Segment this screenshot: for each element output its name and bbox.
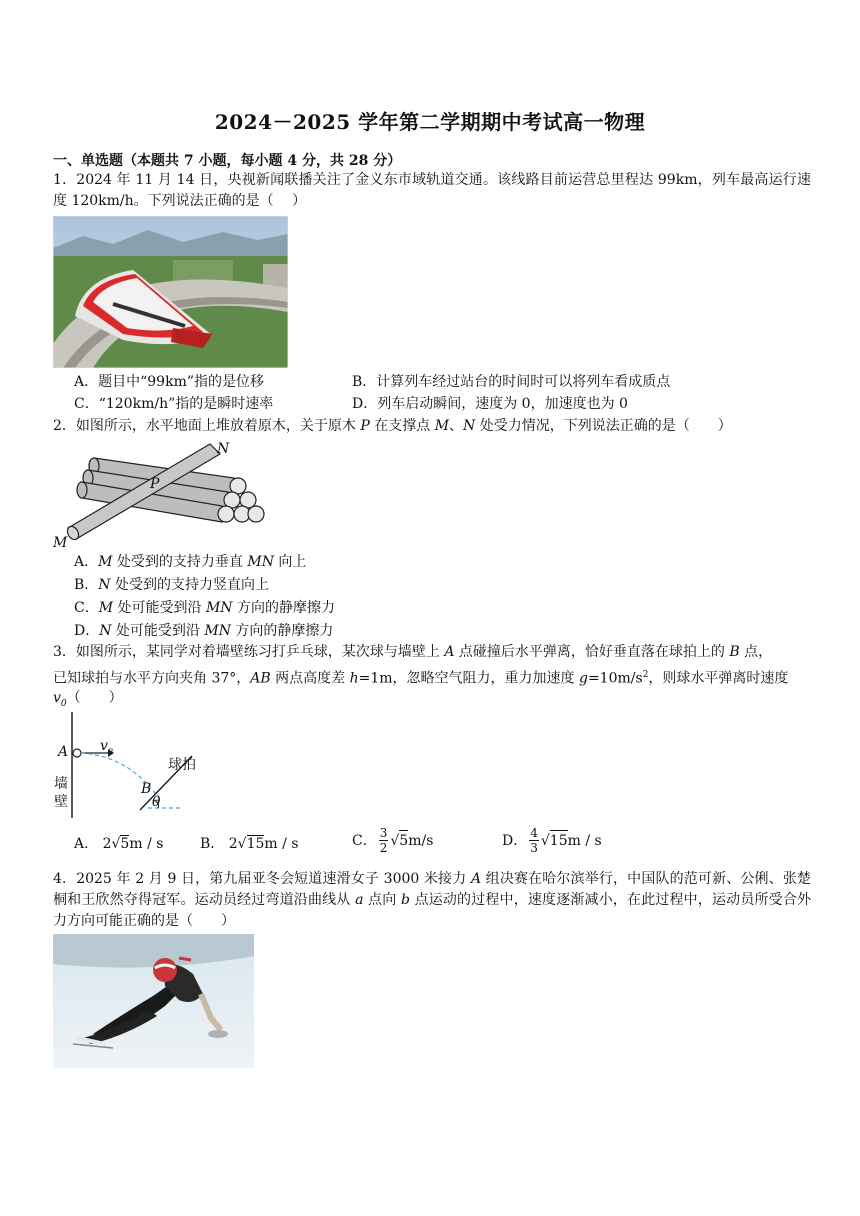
- question-3-option-a[interactable]: A． 2√5m / s: [74, 836, 164, 852]
- fig-label-theta: θ: [152, 794, 161, 810]
- logs-diagram: [50, 440, 270, 550]
- question-2-option-c[interactable]: C．M 处可能受到沿 MN 方向的静摩擦力: [74, 600, 336, 616]
- label-m: M: [53, 535, 68, 551]
- question-3-stem-line-2: 已知球拍与水平方向夹角 37°，AB 两点高度差 h=1m，忽略空气阻力，重力加速度 $g=10m/s^2$，则球水平弹离时速度: [53, 670, 789, 687]
- label-p: P: [150, 476, 160, 492]
- fig-label-wall-1: 墙: [54, 776, 68, 792]
- section-heading: 一、单选题（本题共 7 小题，每小题 4 分，共 28 分）: [53, 153, 402, 169]
- question-3-stem-line-1: 3．如图所示，某同学对着墙壁练习打乒乓球，某次球与墙壁上 A 点碰撞后水平弹离，恰好垂直落在球拍上的 B 点，: [53, 644, 773, 660]
- question-3-stem-line-3: $v_0$（ ）: [53, 690, 123, 709]
- fig-label-v0: $v_0$: [100, 738, 114, 756]
- question-3-option-b[interactable]: B． 2√15m / s: [200, 836, 299, 852]
- page-title: 2024－2025 学年第二学期期中考试高一物理: [214, 110, 646, 134]
- question-3-option-c[interactable]: C． 3 2 √ 5 m/s: [352, 826, 434, 855]
- train-photo: [53, 216, 288, 368]
- question-1-option-d[interactable]: D．列车启动瞬间，速度为 0，加速度也为 0: [352, 396, 628, 412]
- speed-skater-photo: [53, 934, 254, 1068]
- fig-label-wall-2: 壁: [54, 794, 68, 810]
- question-1-option-b[interactable]: B．计算列车经过站台的时间时可以将列车看成质点: [352, 374, 671, 390]
- question-1-option-a[interactable]: A．题目中“99km”指的是位移: [74, 374, 264, 390]
- question-4-stem: 4．2025 年 2 月 9 日，第九届亚冬会短道速滑女子 3000 米接力 A 组决赛在哈尔滨举行，中国队的范可新、公俐、张楚桐和王欣然夺得冠军。运动员经过弯道沿曲线从 a 点向 b 点运动的过程中，速度逐渐减小，在此过程中，运动员所受合外力方向可能正确的是（ ）: [53, 871, 811, 929]
- question-2-option-a[interactable]: A．M 处受到的支持力垂直 MN 向上: [74, 554, 307, 570]
- label-n: N: [217, 441, 230, 457]
- question-3-option-d[interactable]: D． 4 3 √ 15 m / s: [502, 826, 602, 855]
- question-2-option-b[interactable]: B．N 处受到的支持力竖直向上: [74, 577, 269, 593]
- fig-label-a: A: [58, 744, 69, 760]
- question-1-stem: 1．2024 年 11 月 14 日，央视新闻联播关注了金义东市域轨道交通。该线路目前运营总里程达 99km，列车最高运行速度 120km/h。下列说法正确的是（ ）: [53, 172, 811, 209]
- fig-label-racket: 球拍: [168, 757, 196, 773]
- question-1-option-c[interactable]: C．“120km/h”指的是瞬时速率: [74, 396, 274, 412]
- question-2-stem: 2．如图所示，水平地面上堆放着原木，关于原木 P 在支撑点 M、N 处受力情况，下列说法正确的是（ ）: [53, 418, 732, 434]
- question-2-option-d[interactable]: D．N 处可能受到沿 MN 方向的静摩擦力: [74, 623, 334, 639]
- fig-label-b: B: [141, 781, 152, 797]
